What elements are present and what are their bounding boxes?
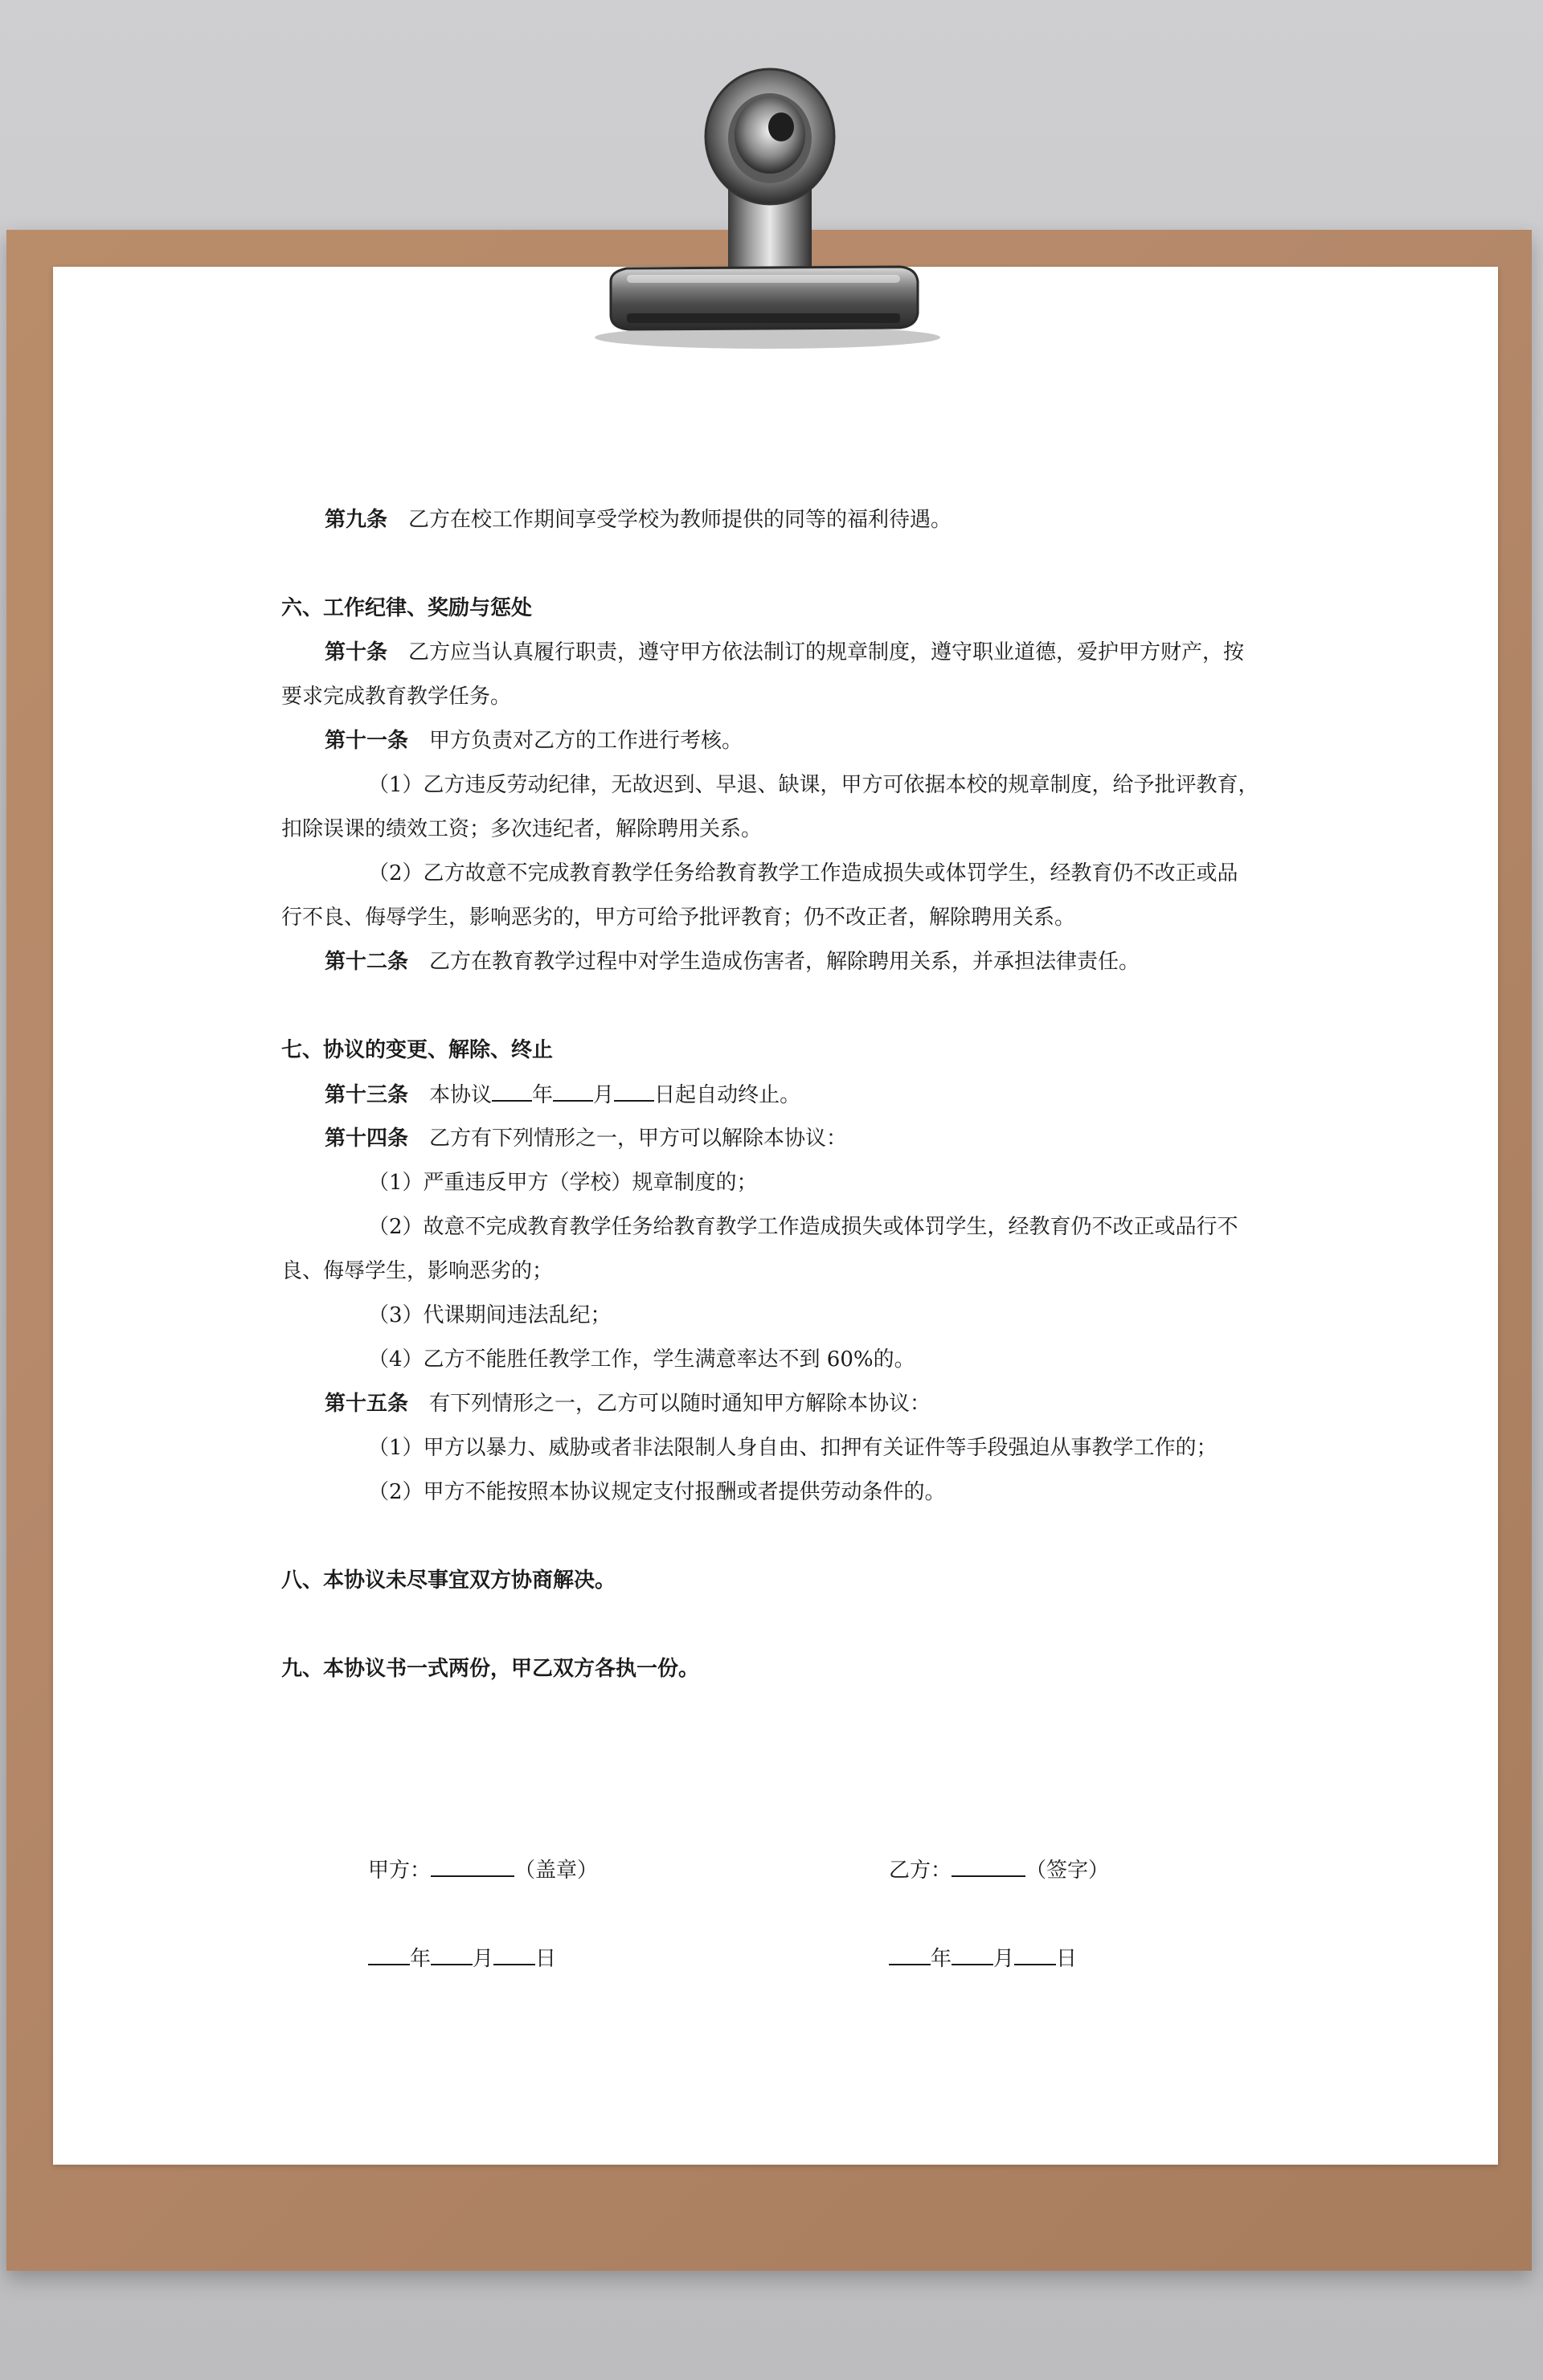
article-11-item-2-line-1: （2）乙方故意不完成教育教学任务给教育教学工作造成损失或体罚学生，经教育仍不改正或品 [368,861,1238,885]
year-blank [492,1081,532,1102]
party-a-note: （盖章） [514,1859,599,1883]
article-9-label: 第九条 [325,508,388,532]
article-13-month: 月 [593,1083,615,1107]
article-11 [325,727,743,754]
section-6-title: 六、工作纪律、奖励与惩处 [281,596,533,620]
article-14-item-3: （3）代课期间违法乱纪； [368,1303,612,1327]
party-a-year-blank [368,1944,410,1965]
party-a-day: 日 [535,1947,557,1971]
article-11-item-1-line-2: 扣除误课的绩效工资；多次违纪者，解除聘用关系。 [281,817,763,841]
article-13-pre: 本协议 [429,1083,493,1107]
article-13-post: 日起自动终止。 [654,1083,801,1107]
article-12-text: 乙方在教育教学过程中对学生造成伤害者，解除聘用关系，并承担法律责任。 [429,950,1140,974]
party-b-day-blank [1014,1944,1056,1965]
party-a-month-blank [431,1944,473,1965]
article-13 [325,1081,800,1109]
party-a-signature [368,1856,598,1884]
party-a-label: 甲方： [368,1859,432,1883]
party-b-label: 乙方： [889,1859,952,1883]
article-14 [325,1125,847,1152]
article-11-label: 第十一条 [325,729,409,753]
party-a-year: 年 [410,1947,432,1971]
article-9 [325,506,952,534]
party-a-month: 月 [473,1947,494,1971]
article-14-text: 乙方有下列情形之一，甲方可以解除本协议： [429,1127,848,1151]
article-15-text: 有下列情形之一，乙方可以随时通知甲方解除本协议： [429,1392,931,1416]
section-8-title: 八、本协议未尽事宜双方协商解决。 [281,1568,616,1593]
party-b-date [889,1944,1077,1973]
article-12 [325,948,1140,975]
article-15-item-1: （1）甲方以暴力、威胁或者非法限制人身自由、扣押有关证件等手段强迫从事教学工作的； [368,1436,1218,1460]
article-9-text: 乙方在校工作期间享受学校为教师提供的同等的福利待遇。 [408,508,952,532]
article-15 [325,1390,931,1417]
party-a-date [368,1944,556,1973]
article-10-label: 第十条 [325,640,388,665]
article-14-item-4: （4）乙方不能胜任教学工作，学生满意率达不到 60%的。 [368,1347,915,1372]
party-b-signature [889,1856,1109,1884]
party-b-month: 月 [993,1947,1015,1971]
article-14-item-2-line-1: （2）故意不完成教育教学任务给教育教学工作造成损失或体罚学生，经教育仍不改正或品行不 [368,1215,1238,1239]
article-13-label: 第十三条 [325,1083,409,1107]
article-10-text-1: 乙方应当认真履行职责，遵守甲方依法制订的规章制度，遵守职业道德，爱护甲方财产，按 [408,640,1245,665]
party-a-day-blank [493,1944,535,1965]
party-b-month-blank [952,1944,993,1965]
party-b-year-blank [889,1944,931,1965]
article-11-item-1-line-1: （1）乙方违反劳动纪律，无故迟到、早退、缺课，甲方可依据本校的规章制度，给予批评教育， [368,773,1259,797]
party-b-year: 年 [931,1947,952,1971]
binder-clip-icon [579,48,948,354]
article-10-text-2: 要求完成教育教学任务。 [281,685,512,709]
article-11-item-2-line-2: 行不良、侮辱学生，影响恶劣的，甲方可给予批评教育；仍不改正者，解除聘用关系。 [281,906,1076,930]
article-10-line-1 [325,639,1244,666]
article-11-text: 甲方负责对乙方的工作进行考核。 [429,729,743,753]
article-12-label: 第十二条 [325,950,409,974]
article-13-year: 年 [532,1083,554,1107]
article-15-item-2: （2）甲方不能按照本协议规定支付报酬或者提供劳动条件的。 [368,1480,946,1504]
month-blank [553,1081,593,1102]
party-a-blank [431,1856,514,1877]
article-14-item-2-line-2: 良、侮辱学生，影响恶劣的； [281,1259,554,1283]
day-blank [614,1081,654,1102]
article-15-label: 第十五条 [325,1392,409,1416]
section-9-title: 九、本协议书一式两份，甲乙双方各执一份。 [281,1657,700,1681]
article-14-item-1: （1）严重违反甲方（学校）规章制度的； [368,1171,758,1195]
party-b-note: （签字） [1025,1859,1110,1883]
section-7-title: 七、协议的变更、解除、终止 [281,1038,554,1062]
party-b-day: 日 [1056,1947,1078,1971]
party-b-blank [952,1856,1025,1877]
article-14-label: 第十四条 [325,1127,409,1151]
